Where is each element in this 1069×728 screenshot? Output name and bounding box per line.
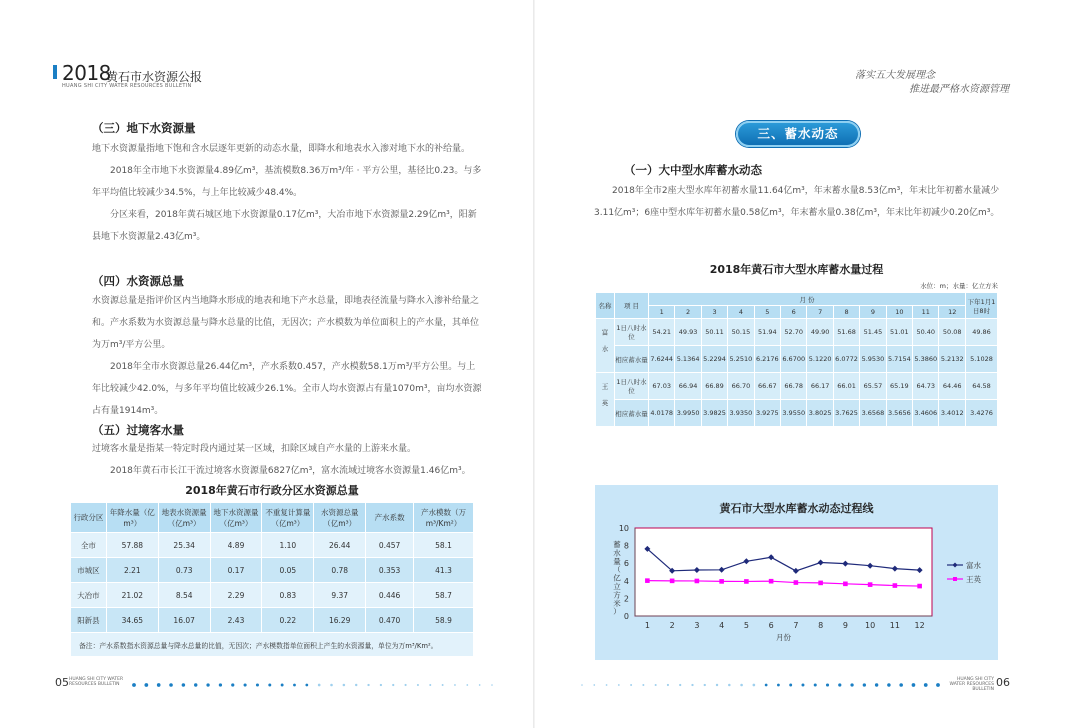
header-year: 2018 — [62, 61, 111, 85]
footer-dot — [194, 683, 197, 686]
footer-dots-left — [132, 683, 494, 687]
admin-table-caption: 2018年黄石市行政分区水资源总量 — [185, 484, 359, 497]
table-cell: 6.6700 — [781, 346, 807, 373]
footer-dot — [330, 684, 333, 687]
table-cell: 51.01 — [886, 319, 912, 346]
table-cell: 6.2176 — [754, 346, 780, 373]
footer-dot — [343, 684, 346, 687]
table-cell: 65.19 — [886, 373, 912, 400]
table-cell: 5.2294 — [701, 346, 727, 373]
footer-dot — [667, 684, 669, 686]
footer-dot — [479, 684, 481, 686]
footer-dot — [655, 684, 657, 686]
footer-dot — [875, 683, 878, 686]
section-title-pill: 三、蓄水动态 — [736, 121, 860, 147]
page-number-left: 05 — [55, 676, 69, 689]
footer-dot — [924, 683, 928, 687]
table-cell: 3.6568 — [860, 400, 886, 427]
table-cell: 66.89 — [701, 373, 727, 400]
footer-dot — [704, 684, 706, 686]
table-row — [596, 346, 998, 373]
transit-p2: 2018年黄石市长江干流过境客水资源量6827亿m³，富水流域过境客水资源量1.46亿m³。 — [110, 466, 471, 476]
table-cell: 58.7 — [414, 583, 474, 608]
table-row — [71, 583, 474, 608]
legend-marker — [953, 577, 957, 581]
y-tick-label: 4 — [623, 576, 629, 586]
table-header-row — [71, 503, 474, 533]
total-heading: （四）水资源总量 — [92, 274, 184, 288]
table-row — [71, 608, 474, 633]
table-cell: 67.03 — [649, 373, 675, 400]
footer-dot — [169, 683, 173, 687]
y-tick-label: 8 — [623, 541, 629, 551]
table-row — [596, 400, 998, 427]
table-cell: 0.457 — [366, 533, 414, 558]
footer-dot — [593, 684, 595, 686]
table-cell: 大冶市 — [71, 583, 107, 608]
footer-dot — [293, 684, 296, 687]
footer-dot — [466, 684, 468, 686]
table-cell: 0.83 — [262, 583, 314, 608]
table-cell: 0.22 — [262, 608, 314, 633]
table-row — [596, 373, 998, 400]
page-gutter — [533, 0, 535, 728]
table-cell: 3.4606 — [913, 400, 939, 427]
table-cell: 3.9825 — [701, 400, 727, 427]
table-cell: 3.7625 — [833, 400, 859, 427]
footer-dot — [740, 684, 743, 687]
x-tick-label: 7 — [793, 621, 799, 630]
table-cell: 66.78 — [781, 373, 807, 400]
reservoir-name: 王英 — [596, 373, 615, 427]
footer-dot — [491, 684, 493, 686]
transit-p1: 过境客水量是指某一特定时段内通过某一区域，扣除区域自产水量的上游来水量。 — [92, 444, 417, 454]
footer-dot — [355, 684, 357, 686]
total-text — [92, 290, 482, 422]
table-cell: 8.54 — [158, 583, 210, 608]
reservoir-p1: 2018年全市2座大型水库年初蓄水量11.64亿m³，年末蓄水量8.53亿m³，年末比年初蓄水量减少3.11亿m³；6座中型水库年初蓄水量0.58亿m³，年末蓄水量0.38亿m³，年末比年初减少0.20亿m³。 — [594, 186, 1000, 218]
table-cell: 21.02 — [106, 583, 158, 608]
footer-dot — [244, 683, 247, 686]
table-cell: 26.44 — [314, 533, 366, 558]
footer-dot — [392, 684, 394, 686]
table-header-cell: 名称 — [596, 293, 615, 319]
x-tick-label: 9 — [842, 621, 848, 630]
storage-chart — [595, 485, 998, 660]
data-point — [818, 581, 823, 586]
table-cell: 全市 — [71, 533, 107, 558]
header-slogan-1: 落实五大发展理念 — [855, 70, 935, 81]
footer-dot — [777, 684, 780, 687]
x-tick-label: 12 — [914, 621, 925, 630]
table-cell: 6.0772 — [833, 346, 859, 373]
footer-dot — [789, 684, 792, 687]
table-cell: 5.2132 — [939, 346, 966, 373]
data-point — [670, 579, 675, 584]
footer-dot — [887, 683, 890, 686]
footer-dot — [630, 684, 632, 686]
y-axis-label-char: ） — [613, 607, 621, 617]
data-point — [695, 579, 700, 584]
y-axis-label-char: 量 — [613, 556, 621, 566]
row-item: 1日八时水位 — [615, 373, 649, 400]
table-cell: 2.21 — [106, 558, 158, 583]
table-cell: 49.86 — [966, 319, 998, 346]
table-header-cell: 产水模数（万m³/Km²） — [414, 503, 474, 533]
table-cell: 3.4012 — [939, 400, 966, 427]
footer-dot — [367, 684, 369, 686]
footer-dot — [838, 683, 841, 686]
page-number-right: 06 — [996, 676, 1010, 689]
reservoir-text — [594, 180, 1004, 224]
x-tick-label: 3 — [694, 621, 700, 630]
table-cell: 市城区 — [71, 558, 107, 583]
footer-dot — [899, 683, 903, 687]
transit-heading: （五）过境客水量 — [92, 423, 184, 437]
admin-water-table — [70, 502, 474, 657]
table-cell: 66.70 — [728, 373, 754, 400]
footer-dot — [405, 684, 407, 686]
x-tick-label: 4 — [719, 621, 725, 630]
table-cell: 50.11 — [701, 319, 727, 346]
x-tick-label: 10 — [865, 621, 876, 630]
footer-dot — [268, 684, 271, 687]
y-axis-label-char: 水 — [613, 548, 621, 558]
table-cell: 0.78 — [314, 558, 366, 583]
table-header-cell: 月 份 — [649, 293, 966, 306]
footer-dot — [814, 683, 817, 686]
data-point — [893, 583, 898, 588]
table-cell: 57.88 — [106, 533, 158, 558]
table-cell: 50.08 — [939, 319, 966, 346]
table-cell: 5.1364 — [675, 346, 701, 373]
table-cell: 3.9550 — [781, 400, 807, 427]
reservoir-heading: （一）大中型水库蓄水动态 — [624, 163, 762, 177]
table-cell: 3.8025 — [807, 400, 833, 427]
y-axis-label-char: 亿 — [613, 573, 621, 583]
table-header-cell: 地表水资源量（亿m³） — [158, 503, 210, 533]
table-cell: 4.89 — [210, 533, 262, 558]
table-cell: 7.6244 — [649, 346, 675, 373]
footer-dot — [912, 683, 916, 687]
groundwater-text — [92, 138, 482, 248]
table-cell: 3.5656 — [886, 400, 912, 427]
y-axis-label-char: 米 — [613, 598, 621, 608]
table-row — [71, 558, 474, 583]
table-cell: 2.29 — [210, 583, 262, 608]
table-header-cell: 产水系数 — [366, 503, 414, 533]
data-point — [868, 582, 873, 587]
row-item: 1日八时水位 — [615, 319, 649, 346]
table-cell: 16.29 — [314, 608, 366, 633]
table-cell: 16.07 — [158, 608, 210, 633]
table-cell: 0.446 — [366, 583, 414, 608]
footer-dot — [281, 684, 284, 687]
footer-dot — [442, 684, 444, 686]
x-tick-label: 2 — [669, 621, 675, 630]
table-row — [71, 533, 474, 558]
footer-dot — [936, 683, 940, 687]
footer-dot — [231, 683, 234, 686]
reservoir-table-unit: 水位：m；水量：亿立方米 — [920, 282, 998, 290]
footer-dot — [863, 683, 866, 686]
footer-dot — [618, 684, 620, 686]
table-cell: 0.353 — [366, 558, 414, 583]
reservoir-table — [595, 292, 998, 427]
footer-dot — [144, 683, 148, 687]
y-axis-label-char: 蓄 — [613, 540, 621, 549]
table-header-cell: 不重复计算量（亿m³） — [262, 503, 314, 533]
table-cell: 5.2510 — [728, 346, 754, 373]
table-cell: 3.9275 — [754, 400, 780, 427]
table-header-cell: 行政分区 — [71, 503, 107, 533]
footer-dot — [716, 684, 718, 686]
x-tick-label: 11 — [889, 621, 900, 630]
table-cell: 51.45 — [860, 319, 886, 346]
footer-en-right: HUANG SHI CITY WATER RESOURCES BULLETIN — [949, 677, 994, 692]
legend-label: 王英 — [966, 575, 981, 584]
footer-dot — [417, 684, 419, 686]
month-header: 5 — [754, 306, 780, 319]
month-header: 10 — [886, 306, 912, 319]
month-header: 2 — [675, 306, 701, 319]
footer-dot — [380, 684, 382, 686]
table-note: 备注：产水系数指水资源总量与降水总量的比值，无因次；产水模数指单位面积上产生的水资源量，单位为万m³/Km²。 — [71, 633, 474, 657]
y-axis-label-char: 立 — [613, 582, 621, 591]
y-tick-label: 10 — [618, 524, 629, 533]
table-cell: 66.67 — [754, 373, 780, 400]
table-cell: 5.3860 — [913, 346, 939, 373]
x-tick-label: 6 — [768, 621, 774, 630]
x-tick-label: 1 — [644, 621, 650, 630]
footer-dot — [157, 683, 161, 687]
footer-dot — [182, 683, 185, 686]
row-item: 相应蓄水量 — [615, 400, 649, 427]
header-accent-bar — [53, 65, 57, 79]
month-header: 1 — [649, 306, 675, 319]
footer-dot — [801, 684, 804, 687]
x-tick-label: 5 — [743, 621, 749, 630]
table-cell: 2.43 — [210, 608, 262, 633]
y-tick-label: 2 — [623, 594, 629, 604]
footer-dot — [679, 684, 681, 686]
table-cell: 阳新县 — [71, 608, 107, 633]
table-header-cell: 地下水资源量（亿m³） — [210, 503, 262, 533]
footer-dot — [753, 684, 756, 687]
footer-dot — [219, 683, 222, 686]
data-point — [917, 584, 922, 589]
legend-marker — [953, 563, 958, 568]
legend-label: 富水 — [966, 561, 981, 570]
table-cell: 0.05 — [262, 558, 314, 583]
table-cell: 54.21 — [649, 319, 675, 346]
table-cell: 5.9530 — [860, 346, 886, 373]
table-cell: 64.46 — [939, 373, 966, 400]
table-cell: 1.10 — [262, 533, 314, 558]
footer-dot — [429, 684, 431, 686]
table-cell: 0.73 — [158, 558, 210, 583]
table-cell: 4.0178 — [649, 400, 675, 427]
footer-dot — [581, 684, 583, 686]
chart-title: 黄石市大型水库蓄水动态过程线 — [719, 502, 874, 515]
footer-dots-right — [580, 683, 940, 687]
table-row — [596, 319, 998, 346]
row-item: 相应蓄水量 — [615, 346, 649, 373]
data-point — [794, 580, 799, 585]
reservoir-table-caption: 2018年黄石市大型水库蓄水量过程 — [709, 263, 884, 276]
total-p1: 水资源总量是指评价区内当地降水形成的地表和地下产水总量，即地表径流量与降水入渗补给量之和。产水系数为水资源总量与降水总量的比值，无因次；产水模数为单位面积上的产水量，其单位为万m³/平方公里。 — [92, 296, 480, 350]
data-point — [744, 579, 749, 584]
total-p2: 2018年全市水资源总量26.44亿m³，产水系数0.457，产水模数58.1万m³/平方公里。与上年比较减少42.0%，与多年平均值比较减少26.1%。全市人均水资源占有量1070m³，亩均水资源占有量1914m³。 — [92, 362, 482, 416]
table-cell: 5.1220 — [807, 346, 833, 373]
table-cell: 3.4276 — [966, 400, 998, 427]
header-slogan-2: 推进最严格水资源管理 — [909, 84, 1009, 95]
footer-dot — [318, 684, 321, 687]
table-cell: 0.17 — [210, 558, 262, 583]
table-cell: 34.65 — [106, 608, 158, 633]
month-header: 9 — [860, 306, 886, 319]
table-cell: 65.57 — [860, 373, 886, 400]
table-cell: 66.01 — [833, 373, 859, 400]
table-header-row — [596, 293, 998, 306]
plot-area — [635, 528, 932, 616]
table-header-cell: 项 目 — [615, 293, 649, 319]
chart-svg — [595, 485, 998, 660]
table-cell: 3.9950 — [675, 400, 701, 427]
table-cell: 25.34 — [158, 533, 210, 558]
header-subtitle-en: HUANG SHI CITY WATER RESOURCES BULLETIN — [62, 83, 192, 89]
x-axis-label: 月份 — [776, 633, 791, 642]
footer-dot — [826, 683, 829, 686]
y-tick-label: 6 — [623, 559, 629, 569]
groundwater-heading: （三）地下水资源量 — [92, 121, 196, 135]
month-header: 7 — [807, 306, 833, 319]
footer-dot — [850, 683, 853, 686]
table-cell: 51.68 — [833, 319, 859, 346]
month-header: 6 — [781, 306, 807, 319]
table-header-cell: 年降水量（亿m³） — [106, 503, 158, 533]
month-header: 11 — [913, 306, 939, 319]
groundwater-p1: 地下水资源量指地下饱和含水层逐年更新的动态水量，即降水和地表水入渗对地下水的补给量。 — [92, 144, 471, 154]
table-cell: 58.1 — [414, 533, 474, 558]
footer-dot — [642, 684, 644, 686]
table-cell: 50.15 — [728, 319, 754, 346]
table-cell: 66.94 — [675, 373, 701, 400]
y-axis-label-char: （ — [613, 565, 621, 575]
footer-dot — [132, 683, 136, 687]
y-axis-label-char: 方 — [613, 590, 621, 600]
month-header: 3 — [701, 306, 727, 319]
month-header: 4 — [728, 306, 754, 319]
footer-en-left: HUANG SHI CITY WATER RESOURCES BULLETIN — [69, 677, 124, 687]
table-header-row — [596, 306, 998, 319]
transit-text — [92, 438, 482, 482]
table-cell: 41.3 — [414, 558, 474, 583]
footer-dot — [454, 684, 456, 686]
table-header-cell: 下年1月1日8时 — [966, 293, 998, 319]
table-cell: 52.70 — [781, 319, 807, 346]
data-point — [769, 579, 774, 584]
x-tick-label: 8 — [818, 621, 824, 630]
footer-dot — [206, 683, 209, 686]
table-note-row — [71, 633, 474, 657]
table-header-cell: 水资源总量（亿m³） — [314, 503, 366, 533]
table-cell: 50.40 — [913, 319, 939, 346]
table-cell: 64.73 — [913, 373, 939, 400]
table-cell: 9.37 — [314, 583, 366, 608]
table-cell: 0.470 — [366, 608, 414, 633]
footer-dot — [765, 684, 768, 687]
data-point — [843, 582, 848, 587]
table-cell: 49.93 — [675, 319, 701, 346]
table-cell: 58.9 — [414, 608, 474, 633]
month-header: 12 — [939, 306, 966, 319]
groundwater-p2: 2018年全市地下水资源量4.89亿m³，基流模数8.36万m³/年 · 平方公里，基径比0.23。与多年平均值比较减少34.5%，与上年比较减少48.4%。 — [92, 166, 482, 198]
data-point — [719, 579, 724, 584]
footer-dot — [606, 684, 608, 686]
table-cell: 3.9350 — [728, 400, 754, 427]
table-cell: 5.7154 — [886, 346, 912, 373]
y-tick-label: 0 — [623, 612, 629, 621]
footer-dot — [256, 683, 259, 686]
groundwater-p3: 分区来看，2018年黄石城区地下水资源量0.17亿m³，大冶市地下水资源量2.29亿m³，阳新县地下水资源量2.43亿m³。 — [92, 210, 477, 242]
header-title: 黄石市水资源公报 — [106, 70, 203, 84]
reservoir-name: 富水 — [596, 319, 615, 373]
table-cell: 51.94 — [754, 319, 780, 346]
month-header: 8 — [833, 306, 859, 319]
table-cell: 66.17 — [807, 373, 833, 400]
table-cell: 64.58 — [966, 373, 998, 400]
footer-dot — [728, 684, 731, 687]
footer-dot — [305, 684, 308, 687]
table-cell: 5.1028 — [966, 346, 998, 373]
data-point — [645, 578, 650, 583]
footer-dot — [691, 684, 693, 686]
table-cell: 49.90 — [807, 319, 833, 346]
